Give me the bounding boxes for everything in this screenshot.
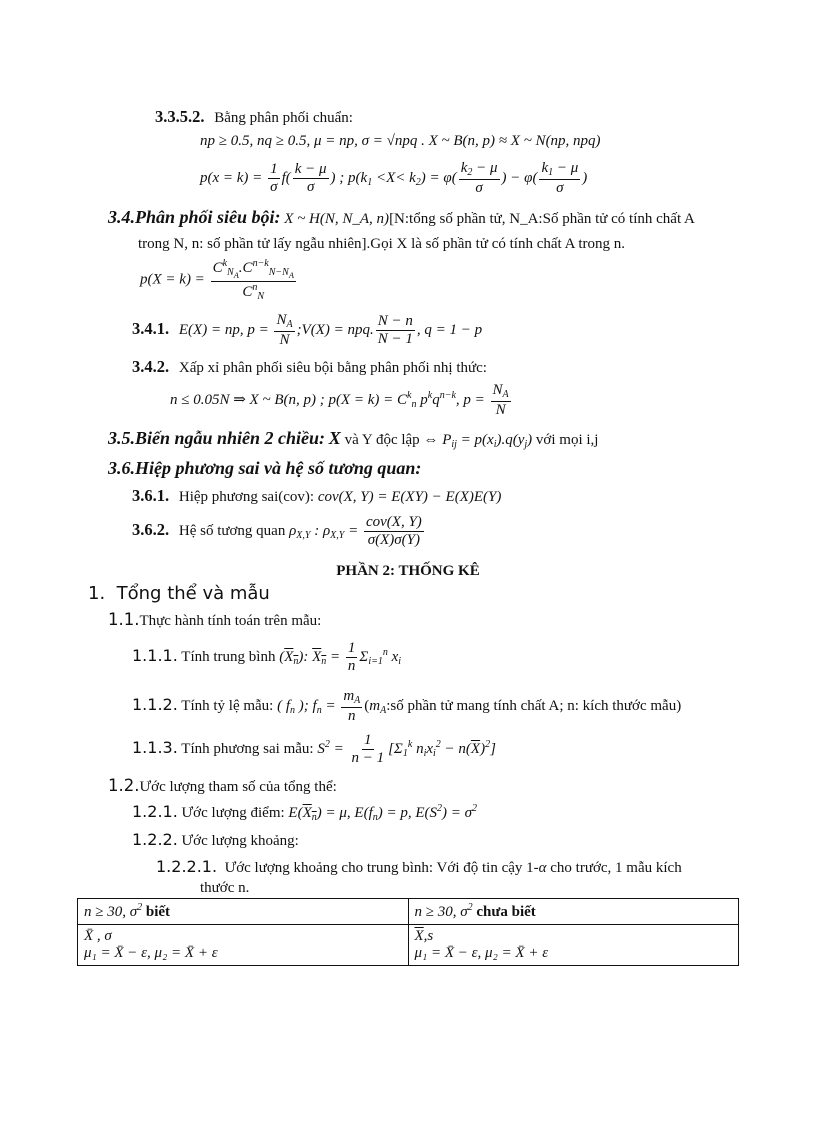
heading-number: 1. xyxy=(88,583,106,604)
heading-number: 1.2. xyxy=(108,776,140,795)
section-tail: với mọi i,j xyxy=(535,432,599,448)
table-cell-known xyxy=(78,925,409,966)
header-known-text: biết xyxy=(145,904,171,920)
heading-text-cont: cho trước, 1 mẫu kích xyxy=(550,860,682,876)
section-number: 3.6.1. xyxy=(132,486,170,505)
hypergeo-formula: p(X = k) = $\frac{C^k_{N_A}.C^{n-k}_{N-N_A}}{C^n_N}$ xyxy=(140,258,294,302)
heading-title: Tổng thể và mẫu xyxy=(116,583,270,604)
heading-1-2-2-1 xyxy=(156,857,682,877)
heading-number: 1.1.2. xyxy=(132,694,178,714)
heading-text: Tính tỷ lệ mẫu: xyxy=(181,697,274,714)
heading-1-1-1 xyxy=(132,640,401,676)
heading-text: Ước lượng khoảng cho trung bình: Với độ tin cậy 1- xyxy=(224,860,539,876)
section-3-5 xyxy=(108,428,598,451)
binomial-approx-formula: n ≤ 0.05N ⇒ X ~ B(n, p) ; $p(X = k) = C^k_n$ $p^kq^{n-k}$, p = $\frac{N_A}{N}$ xyxy=(170,382,509,418)
table-header-known-sigma: n ≥ 30, $\sigma^2$ biết xyxy=(78,899,409,925)
section-3-4-text: trong N, n: số phần tử lấy ngẫu nhiên].Gọi X là số phần tử có tính chất A trong n. xyxy=(138,236,626,252)
section-title: Bằng phân phối chuẩn: xyxy=(214,110,353,126)
cell-s: ,s xyxy=(423,928,434,944)
table-cell-unknown xyxy=(408,925,739,966)
section-heading: 3.6.Hiệp phương sai và hệ số tương quan: xyxy=(108,458,422,478)
covariance-formula: cov(X, Y) = E(XY) − E(X)E(Y) xyxy=(317,489,502,505)
heading-tail: :số phần tử mang tính chất A; n: kích thước mẫu) xyxy=(386,697,682,714)
heading-title: Ước lượng tham số của tổng thể: xyxy=(139,779,337,795)
alpha-symbol: α xyxy=(538,860,547,876)
section-text: Xấp xỉ phân phối siêu bội bằng phân phối nhị thức: xyxy=(178,360,487,376)
proportion-formula: ( $f_n$ ); $f_n$ = $\frac{m_A}{n}$ xyxy=(277,688,361,724)
section-number: 3.3.5.2. xyxy=(155,107,205,126)
section-text: [N:tổng số phần tử, N_A:Số phần tử có tính chất A xyxy=(389,211,695,227)
table-header-unknown-sigma: n ≥ 30, $\sigma^2$ chưa biết xyxy=(408,899,739,925)
heading-number: 1.2.2.1. xyxy=(156,857,218,876)
section-number: 3.4.2. xyxy=(132,357,170,376)
section-3-4 xyxy=(108,207,695,229)
section-number: 3.6.2. xyxy=(132,520,170,540)
independence-formula: $P_{ij} = p(x_i).q(y_j)$ xyxy=(442,432,533,450)
heading-text: Ước lượng khoảng: xyxy=(181,833,299,849)
section-3-3-5-2 xyxy=(155,107,353,127)
section-text: Hệ số tương quan xyxy=(178,523,286,540)
part-2-title: PHẦN 2: THỐNG KÊ xyxy=(336,563,480,579)
normal-approx-formula: p(x = k) = $\frac{1}{\sigma}$ f( $\frac{k - \mu}{\sigma}$ ) ; $p(k_1 <X< k_2) = \varphi$( $\frac{k_2 - \mu}{\sigma}$ ) − φ( $\frac{k_1 - \mu}{\sigma}$ ) xyxy=(200,160,588,196)
heading-1-2 xyxy=(108,776,337,796)
variance-formula: $S^2$ = $\frac{1}{n - 1}$ [$\Sigma_1^k$ $n_ix_i^2 - n(\overline{X})^2$] xyxy=(317,732,496,767)
point-estimate-formula: $E(X_n) = \mu$, $E(f_n) = p$, $E(S^2) = \sigma^2$ xyxy=(288,803,478,823)
section-text: và Y độc lập ⇔ xyxy=(344,432,439,448)
cell-interval: μ₁ = X̄ − ε, μ₂ = X̄ + ε xyxy=(414,945,549,961)
section-heading: 3.4.Phân phối siêu bội: xyxy=(108,207,281,227)
section-3-6-1 xyxy=(132,486,501,506)
cell-interval: μ₁ = X̄ − ε, μ₂ = X̄ + ε xyxy=(84,945,218,961)
correlation-formula: $\rho_{X,Y}$ : $\rho_{X,Y}$ = $\frac{\text{cov(X, Y)}}{\sigma(X)\sigma(Y)}$ xyxy=(289,514,422,549)
table-row xyxy=(78,925,739,966)
heading-1-1-2: 1.1.2. Tính tỷ lệ mẫu: ( $f_n$ ); $f_n$ = $\frac{m_A}{n}$ ($m_A:số$ phần tử mang tính chất A; n: kích thước mẫu) xyxy=(132,688,682,724)
heading-text: Ước lượng điểm: xyxy=(181,805,285,821)
heading-number: 1.2.1. xyxy=(132,802,178,821)
heading-number: 1.1. xyxy=(108,610,140,629)
table-row xyxy=(78,899,739,925)
heading-text: Tính trung bình xyxy=(181,649,276,666)
section-text: Hiệp phương sai(cov): xyxy=(178,489,315,505)
cell-params: $\overline{X},s$ xyxy=(414,928,434,944)
section-3-6 xyxy=(108,458,421,480)
heading-1-1 xyxy=(108,610,321,630)
section-3-4-1 xyxy=(132,312,482,349)
heading-1-2-2-1-cont: thước n. xyxy=(200,880,250,896)
section-heading: 3.5.Biến ngẫu nhiên 2 chiều: xyxy=(108,428,326,448)
normal-approx-condition: np ≥ 0.5, nq ≥ 0.5, μ = np, σ = √npq . X ~ B(n, p) ≈ X ~ N(np, npq) xyxy=(200,133,601,149)
confidence-interval-table xyxy=(77,898,739,966)
heading-1-2-2 xyxy=(132,830,299,850)
heading-1 xyxy=(88,583,270,605)
heading-1-1-3 xyxy=(132,732,496,768)
section-number: 3.4.1. xyxy=(132,318,170,338)
mean-formula: $(X_n)$: $X_n$ = $\frac{1}{n}$ $\Sigma_{i=1}^n$ $x_i$ xyxy=(279,640,402,675)
header-unknown-text: chưa biết xyxy=(476,904,536,920)
heading-number: 1.1.3. xyxy=(132,738,178,758)
section-3-6-2 xyxy=(132,514,426,550)
heading-text: Tính phương sai mẫu: xyxy=(181,741,314,758)
heading-number: 1.2.2. xyxy=(132,830,178,849)
section-3-4-2 xyxy=(132,357,487,377)
hypergeo-notation: X ~ H(N, N_A, n) xyxy=(284,211,390,227)
hypergeo-moments: E(X) = np, p = $\frac{N_A}{N}$ ;V(X) = npq. $\frac{N - n}{N - 1}$ , q = 1 − p xyxy=(178,312,483,348)
variable-x: X xyxy=(328,428,341,448)
cell-params: X̄ , σ xyxy=(84,928,112,944)
heading-number: 1.1.1. xyxy=(132,646,178,666)
heading-1-2-1 xyxy=(132,802,477,824)
heading-title: Thực hành tính toán trên mẫu: xyxy=(139,613,322,629)
